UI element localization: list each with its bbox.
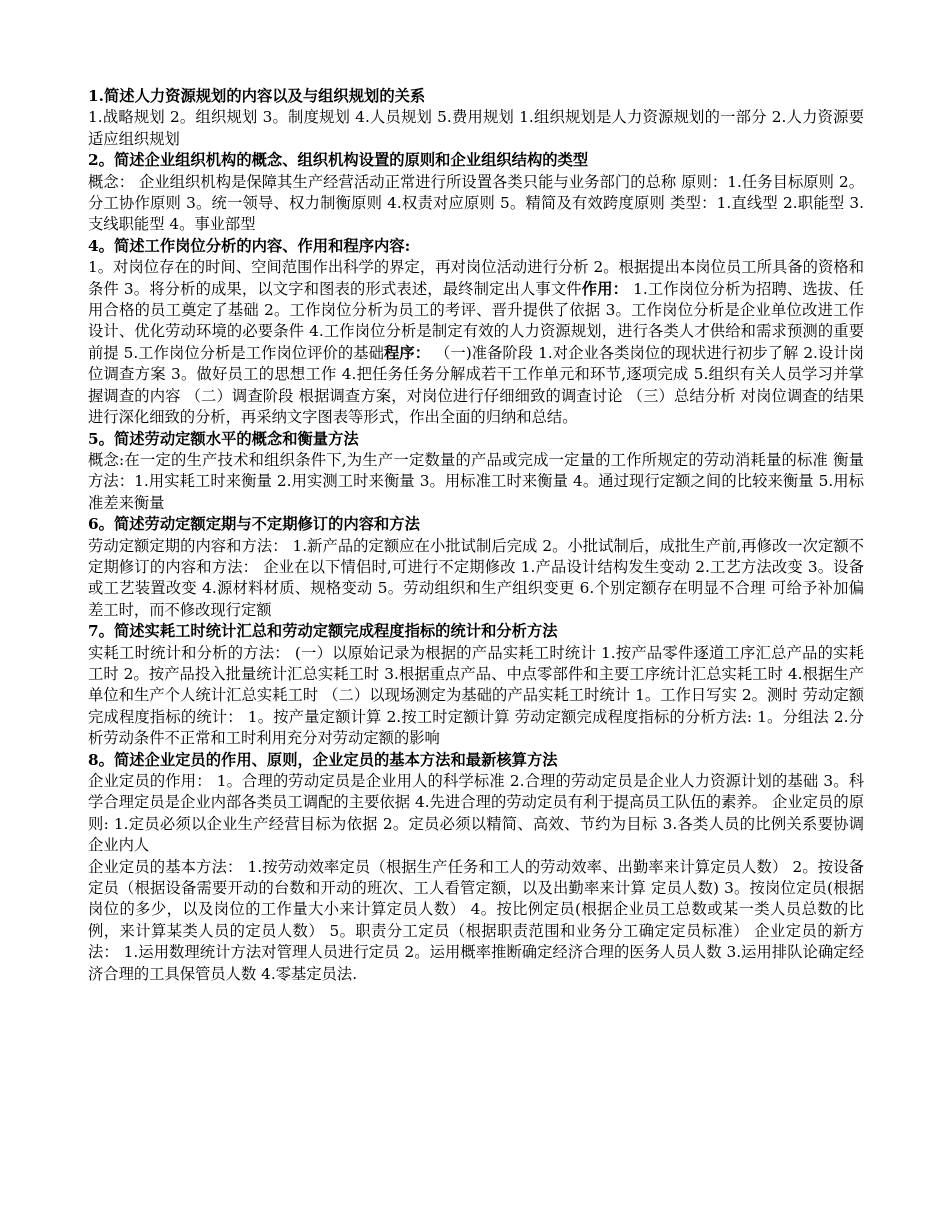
section-8-heading: 8。简述企业定员的作用、原则，企业定员的基本方法和最新核算方法 xyxy=(88,750,558,769)
section-7-heading: 7。简述实耗工时统计汇总和劳动定额完成程度指标的统计和分析方法 xyxy=(88,622,558,641)
section-1-heading: 1.简述人力资源规划的内容以及与组织规划的关系 xyxy=(88,87,426,105)
section-4-procedure-label: 程序： xyxy=(383,343,431,362)
document-page xyxy=(88,86,864,985)
section-4-body xyxy=(88,257,864,428)
section-2-heading: 2。简述企业组织机构的概念、组织机构设置的原则和企业组织结构的类型 xyxy=(88,151,589,170)
section-4-content-text: 1。对岗位存在的时间、空间范围作出科学的界定，再对岗位活动进行分析 2。根据提出本岗位员工所具备的资格和条件 3。将分析的成果，以文字和图表的形式表述，最终制定出人事文件 xyxy=(88,258,864,298)
section-7-body: 实耗工时统计和分析的方法： (一）以原始记录为根据的产品实耗工时统计 1.按产品零件逐道工序汇总产品的实耗工时 2。按产品投入批量统计汇总实耗工时 3.根据重点产品、中点零部件和主要工序统计汇总实耗工时 4.根据生产单位和生产个人统计汇总实耗工时 （二）以现场测定为基础的产品实耗工时统计 1。工作日写实 2。测时 劳动定额完成程度指标的统计： 1。按产量定额计算 2.按工时定额计算 劳动定额完成程度指标的分析方法: 1。分组法 2.分析劳动条件不正常和工时利用充分对劳动定额的影响 xyxy=(88,643,864,748)
section-4-effect-label: 作用： xyxy=(581,279,629,298)
section-6-body: 劳动定额定期的内容和方法： 1.新产品的定额应在小批试制后完成 2。小批试制后，成批生产前,再修改一次定额不定期修订的内容和方法： 企业在以下情侣时,可进行不定期修改 1.产品设计结构发生变动 2.工艺方法改变 3。设备或工艺装置改变 4.源材料材质、规格变动 5。劳动组织和生产组织变更 6.个别定额存在明显不合理 可给予补加偏差工时，而不修改现行定额 xyxy=(88,536,864,619)
section-4-effect-text: 1.工作岗位分析为招聘、选拔、任用合格的员工奠定了基础 2。工作岗位分析为员工的考评、晋升提供了依据 3。工作岗位分析是企业单位改进工作设计、优化劳动环境的必要条件 4.工作岗位分析是制定有效的人力资源规划，进行各类人才供给和需求预测的重要前提 5.工作岗位分析是工作岗位评价的基础 xyxy=(88,279,864,362)
section-6-heading: 6。简述劳动定额定期与不定期修订的内容和方法 xyxy=(88,515,420,534)
section-5-heading: 5。简述劳动定额水平的概念和衡量方法 xyxy=(88,429,359,448)
section-4-procedure-text: （一)准备阶段 1.对企业各类岗位的现状进行初步了解 2.设计岗位调查方案 3。做好员工的思想工作 4.把任务任务分解成若干工作单元和环节,逐项完成 5.组织有关人员学习并掌握调查的内容 （二）调查阶段 根据调查方案，对岗位进行仔细细致的调查讨论 （三）总结分析 对岗位调查的结果进行深化细致的分析，再采纳文字图表等形式，作出全面的归纳和总结。 xyxy=(88,343,864,427)
section-5-body: 概念:在一定的生产技术和组织条件下,为生产一定数量的产品或完成一定量的工作所规定的劳动消耗量的标准 衡量方法：1.用实耗工时来衡量 2.用实测工时来衡量 3。用标准工时来衡量 4。通过现行定额之间的比较来衡量 5.用标准差来衡量 xyxy=(88,450,864,512)
section-4-heading: 4。简述工作岗位分析的内容、作用和程序内容: xyxy=(88,236,411,255)
section-2-body: 概念： 企业组织机构是保障其生产经营活动正常进行所设置各类只能与业务部门的总称 原则：1.任务目标原则 2。分工协作原则 3。统一领导、权力制衡原则 4.权责对应原则 5。精简及有效跨度原则 类型：1.直线型 2.职能型 3.支线职能型 4。事业部型 xyxy=(88,172,864,234)
section-8-body-methods: 企业定员的基本方法： 1.按劳动效率定员（根据生产任务和工人的劳动效率、出勤率来计算定员人数） 2。按设备定员（根据设备需要开动的台数和开动的班次、工人看管定额，以及出勤率来计算 定员人数) 3。按岗位定员(根据岗位的多少，以及岗位的工作量大小来计算定员人数） 4。按比例定员(根据企业员工总数或某一类人员总数的比例，来计算某类人员的定员人数） 5。职责分工定员（根据职责范围和业务分工确定定员标准） 企业定员的新方法： 1.运用数理统计方法对管理人员进行定员 2。运用概率推断确定经济合理的医务人员人数 3.运用排队论确定经济合理的工具保管员人数 4.零基定员法. xyxy=(88,857,864,983)
section-1-body: 1.战略规划 2。组织规划 3。制度规划 4.人员规划 5.费用规划 1.组织规划是人力资源规划的一部分 2.人力资源要适应组织规划 xyxy=(88,108,864,148)
section-8-body-role-principle: 企业定员的作用： 1。合理的劳动定员是企业用人的科学标准 2.合理的劳动定员是企业人力资源计划的基础 3。科学合理定员是企业内部各类员工调配的主要依据 4.先进合理的劳动定员有利于提高员工队伍的素养。 企业定员的原则: 1.定员必须以企业生产经营目标为依据 2。定员必须以精简、高效、节约为目标 3.各类人员的比例关系要协调企业内人 xyxy=(88,772,864,855)
